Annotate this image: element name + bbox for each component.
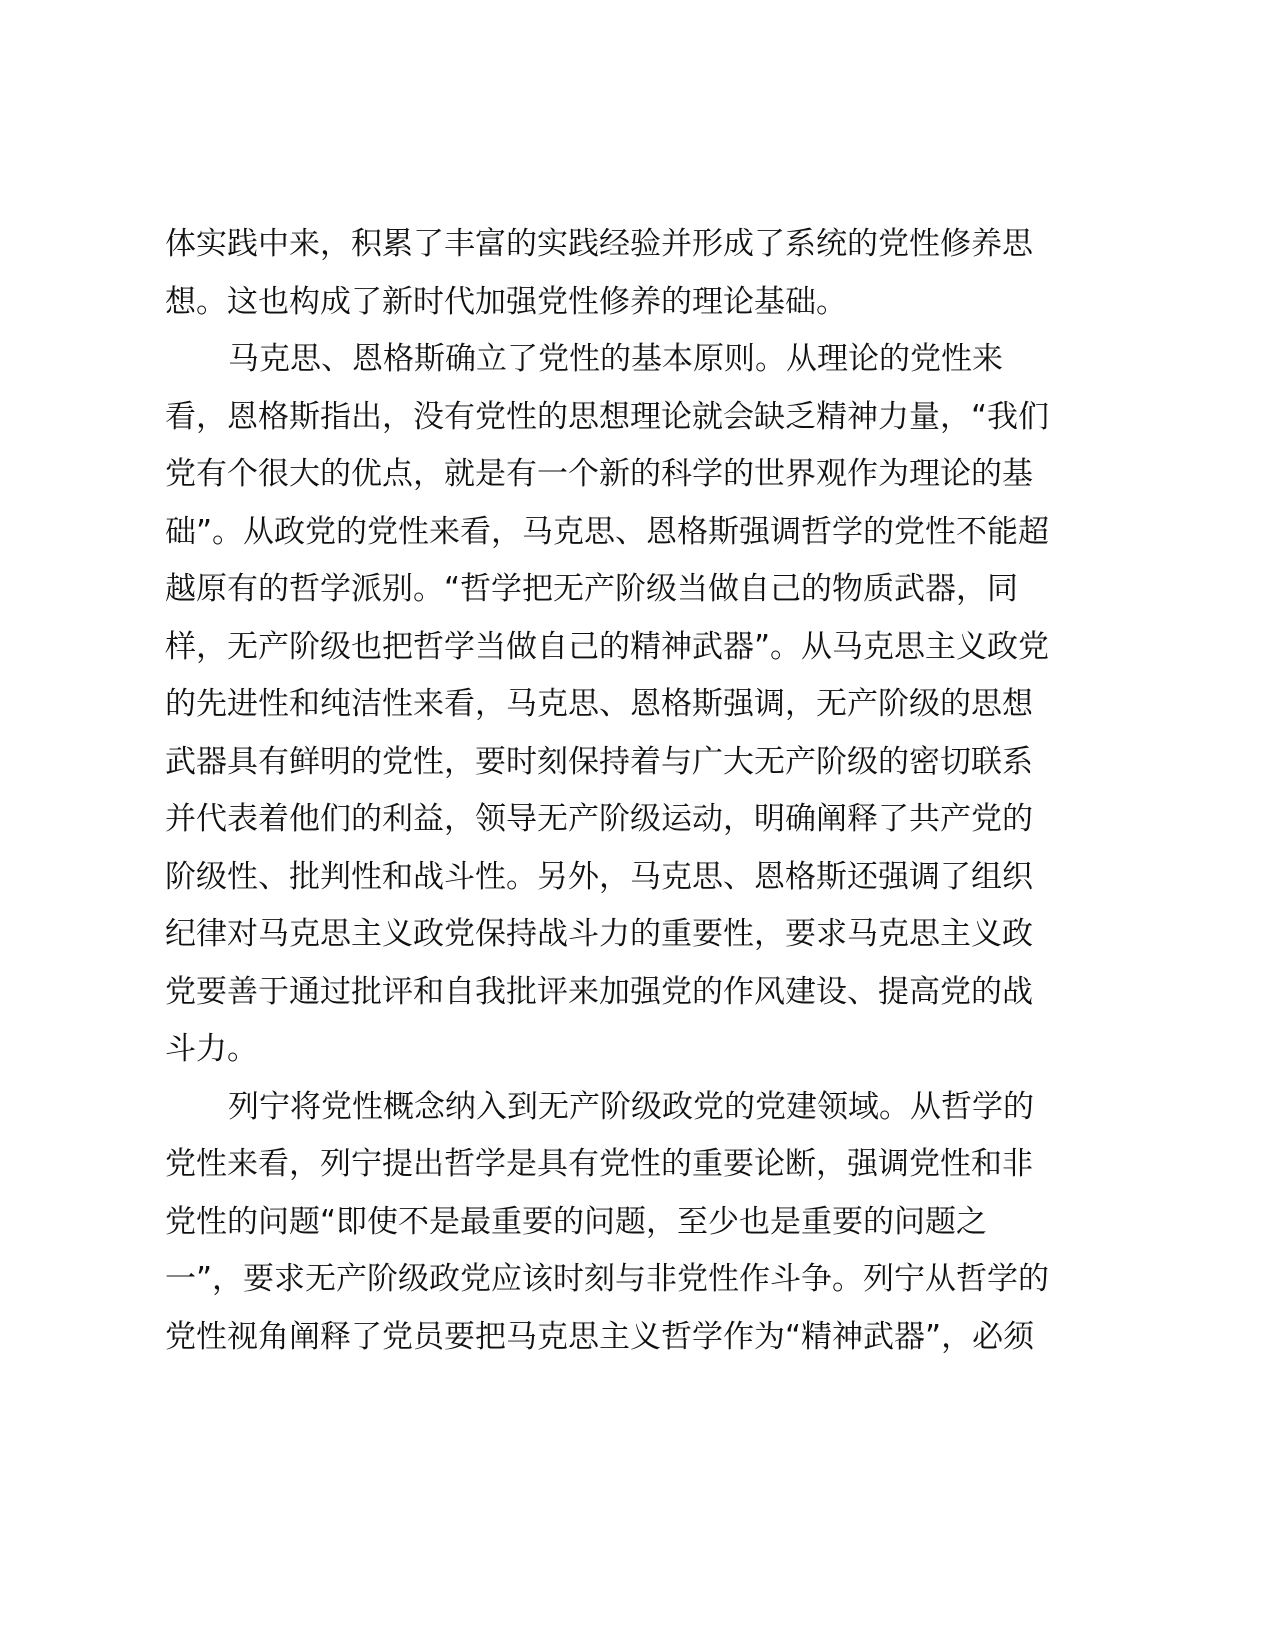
text-line: 阶级性、批判性和战斗性。另外，马克思、恩格斯还强调了组织 — [165, 858, 1033, 895]
text-line: 斗力。 — [165, 1031, 258, 1067]
text-line: 党性的问题“即使不是最重要的问题，至少也是重要的问题之 — [165, 1203, 988, 1240]
text-line: 并代表着他们的利益，领导无产阶级运动，明确阐释了共产党的 — [165, 801, 1033, 837]
text-line: 党性视角阐释了党员要把马克思主义哲学作为“精神武器”，必须 — [165, 1318, 1035, 1355]
paragraph-first-line: 马克思、恩格斯确立了党性的基本原则。从理论的党性来 — [228, 341, 1003, 377]
text-line: 越原有的哲学派别。“哲学把无产阶级当做自己的物质武器，同 — [165, 571, 1019, 607]
text-line: 一”，要求无产阶级政党应该时刻与非党性作斗争。列宁从哲学的 — [165, 1261, 1050, 1297]
text-line: 看，恩格斯指出，没有党性的思想理论就会缺乏精神力量，“我们 — [165, 398, 1050, 435]
text-line: 想。这也构成了新时代加强党性修养的理论基础。 — [165, 283, 847, 320]
text-line: 础”。从政党的党性来看，马克思、恩格斯强调哲学的党性不能超 — [165, 513, 1050, 550]
text-line: 党有个很大的优点，就是有一个新的科学的世界观作为理论的基 — [165, 456, 1033, 492]
text-line: 武器具有鲜明的党性，要时刻保持着与广大无产阶级的密切联系 — [165, 743, 1033, 780]
text-line: 党要善于通过批评和自我批评来加强党的作风建设、提高党的战 — [165, 973, 1033, 1010]
paragraph-first-line: 列宁将党性概念纳入到无产阶级政党的党建领域。从哲学的 — [228, 1088, 1034, 1125]
text-line: 的先进性和纯洁性来看，马克思、恩格斯强调，无产阶级的思想 — [165, 686, 1033, 722]
body-text — [165, 216, 1110, 1366]
text-line: 纪律对马克思主义政党保持战斗力的重要性，要求马克思主义政 — [165, 916, 1033, 952]
text-line: 样，无产阶级也把哲学当做自己的精神武器”。从马克思主义政党 — [165, 628, 1050, 665]
text-line: 党性来看，列宁提出哲学是具有党性的重要论断，强调党性和非 — [165, 1146, 1033, 1182]
text-line: 体实践中来，积累了丰富的实践经验并形成了系统的党性修养思 — [165, 226, 1033, 262]
